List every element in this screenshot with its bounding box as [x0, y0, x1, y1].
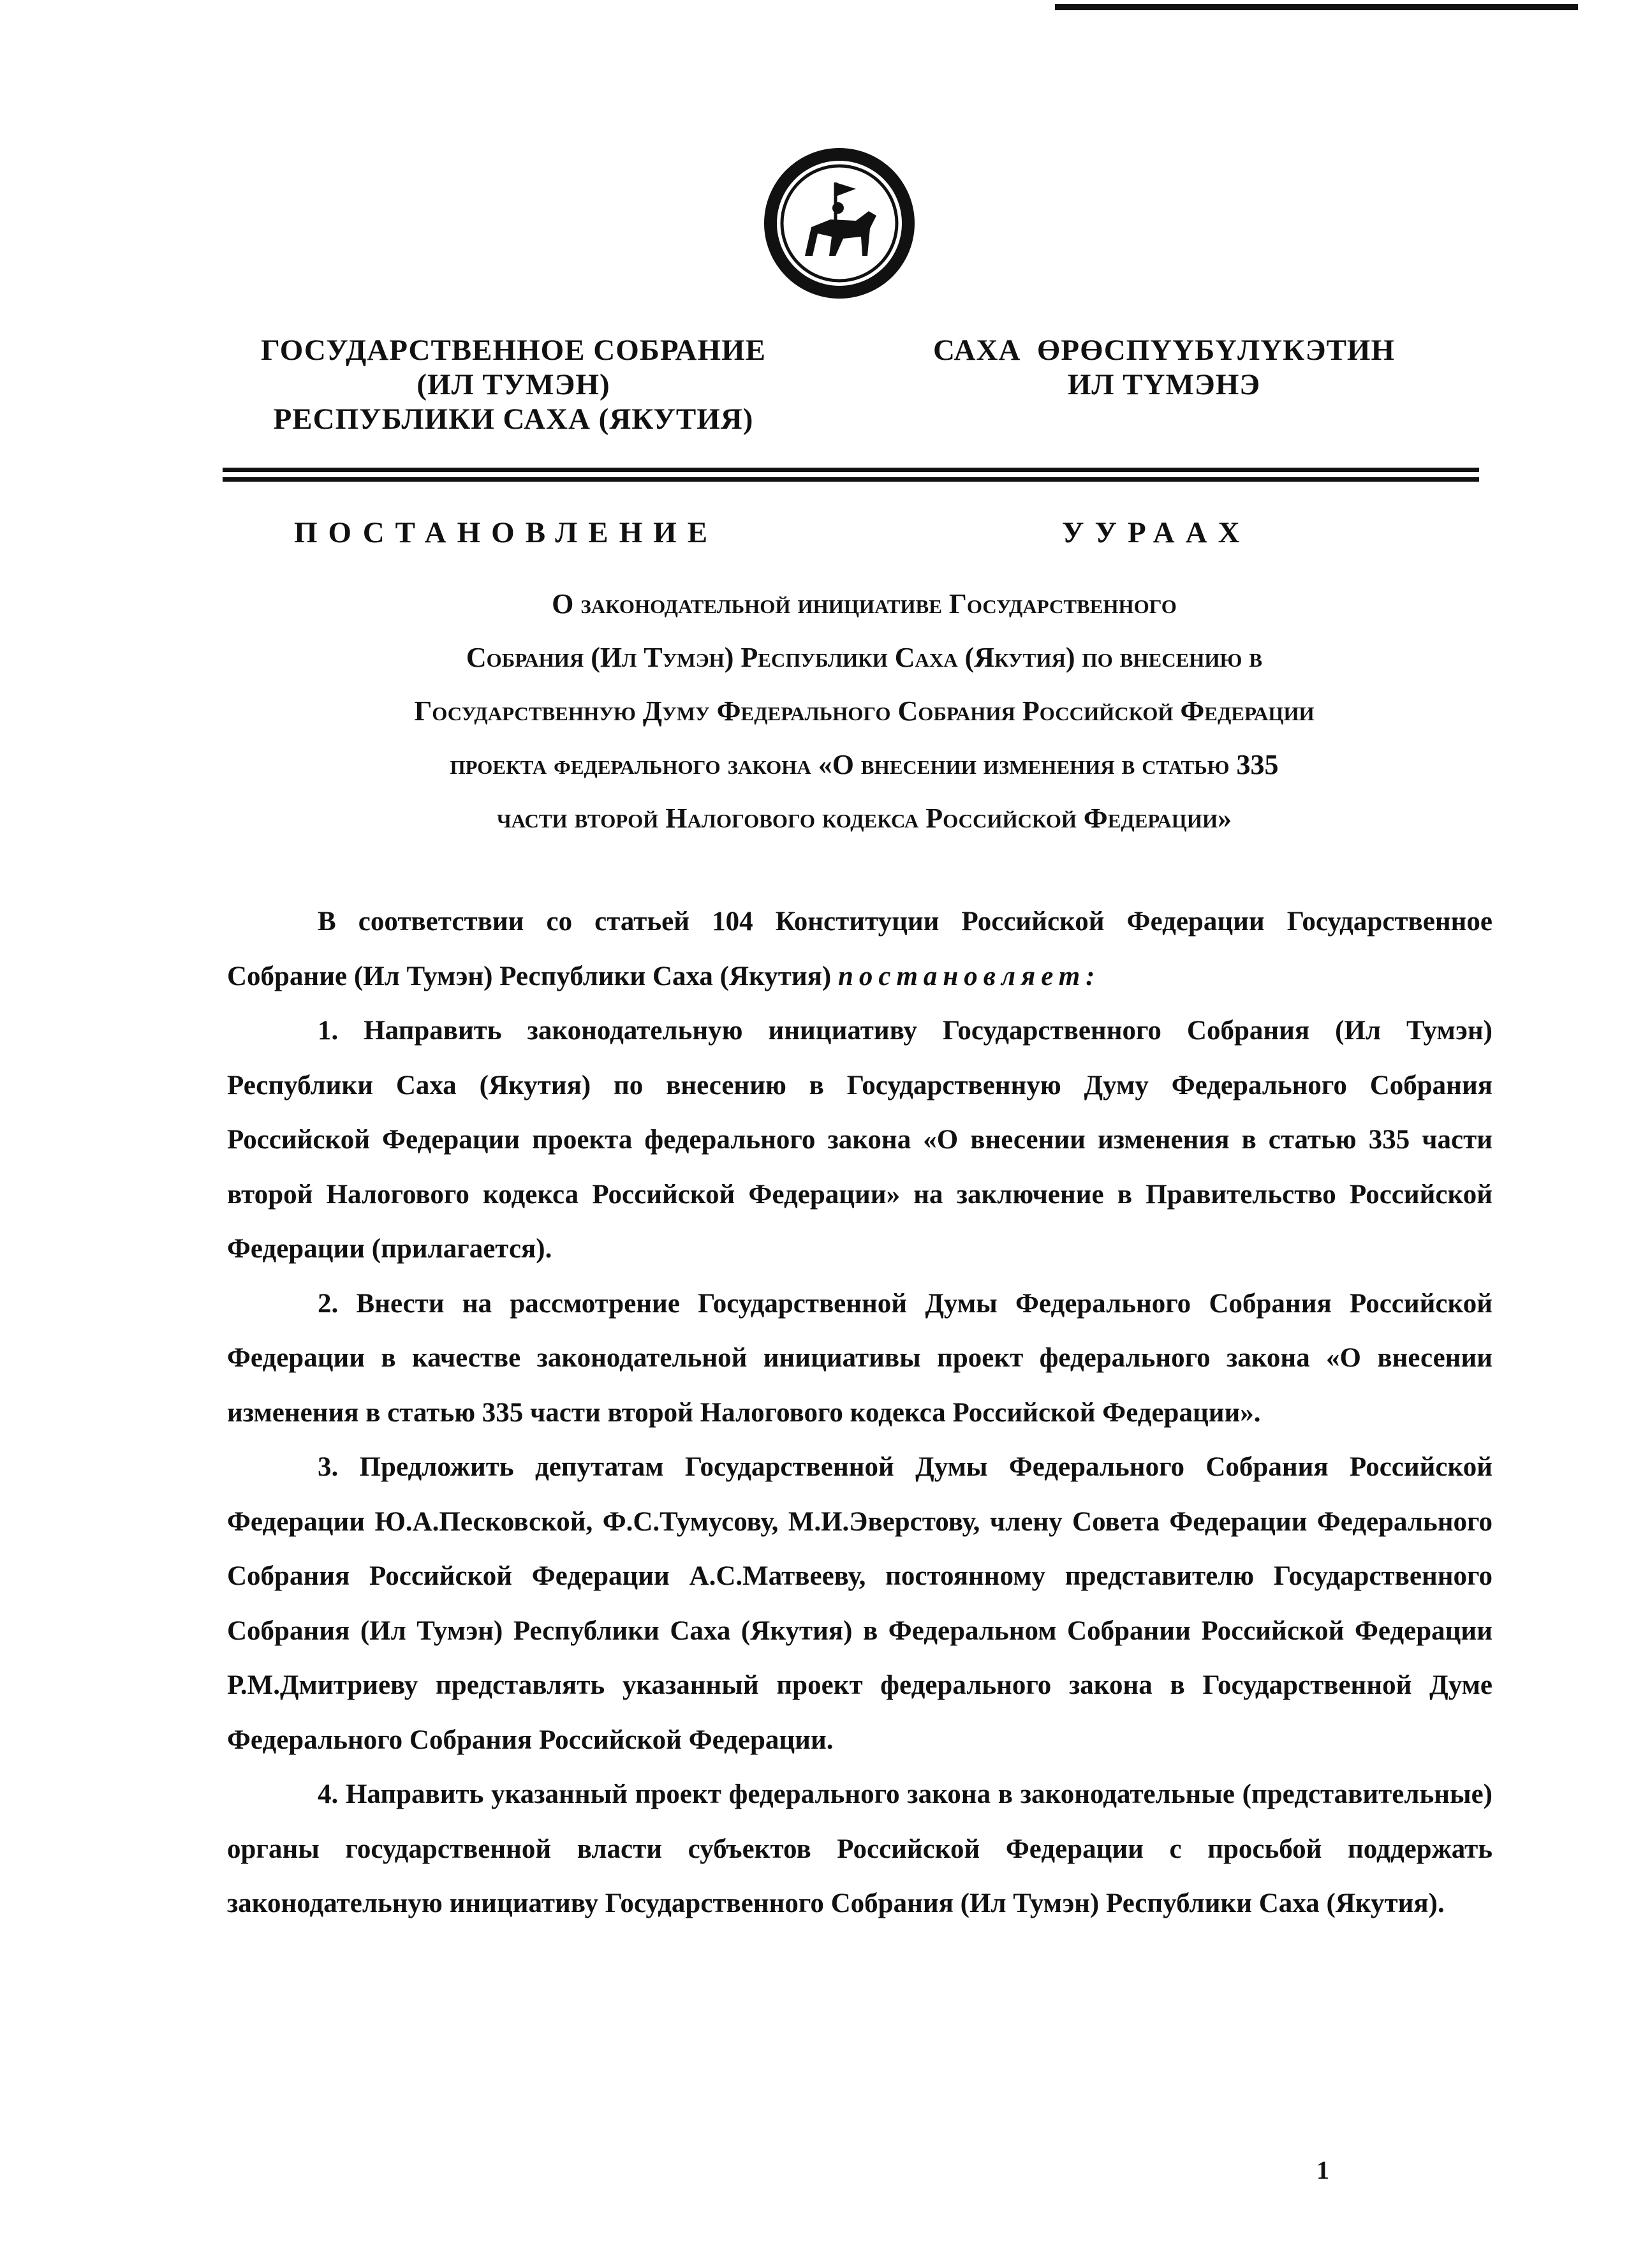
item-paragraph-2: 2. Внести на рассмотрение Государственной Думы Федерального Собрания Российской Федерации в качестве законодательной инициативы проект федерального закона «О внесении изменения в статью 335 части второй Налогового кодекса Российской Федерации».	[227, 1288, 1492, 1428]
title-line: Собрания (Ил Тумэн) Республики Саха (Якутия) по внесению в	[466, 642, 1263, 673]
header-left-russian	[226, 333, 800, 436]
header-divider-bottom	[223, 477, 1479, 482]
preamble-emphasis: постановляет:	[837, 961, 1101, 991]
document-title	[223, 577, 1505, 845]
header-divider-top	[223, 468, 1479, 472]
doc-type-sakha: УУРААХ	[1062, 516, 1251, 549]
item-paragraph-1: 1. Направить законодательную инициативу Государственного Собрания (Ил Тумэн) Республики Саха (Якутия) по внесению в Государственную Думу Федерального Собрания Российской Федерации проекта федерального закона «О внесении изменения в статью 335 части второй Налогового кодекса Российской Федерации» на заключение в Правительство Российской Федерации (прилагается).	[227, 1016, 1492, 1264]
title-line: части второй Налогового кодекса Российской Федерации»	[496, 803, 1232, 834]
header-left-line: (ИЛ ТУМЭН)	[416, 368, 610, 401]
page-number: 1	[1316, 2156, 1329, 2184]
item-paragraph-4: 4. Направить указанный проект федерального закона в законодательные (представительные) органы государственной власти субъектов Российской Федерации с просьбой поддержать законодательную инициативу Государственного Собрания (Ил Тумэн) Республики Саха (Якутия).	[227, 1779, 1492, 1918]
header-right-line: САХА ӨРӨСПҮҮБҮЛҮКЭТИН	[932, 334, 1396, 367]
header-right-line: ИЛ ТҮМЭНЭ	[1067, 368, 1261, 401]
header-left-line: РЕСПУБЛИКИ САХА (ЯКУТИЯ)	[273, 403, 754, 436]
scan-edge-line	[1055, 4, 1578, 10]
document-body	[227, 894, 1492, 1931]
title-line: Государственную Думу Федерального Собрания Российской Федерации	[414, 695, 1315, 727]
header-right-sakha	[880, 333, 1448, 402]
preamble-paragraph	[227, 894, 1492, 1004]
coat-of-arms-emblem	[760, 144, 918, 302]
preamble-text: В соответствии со статьей 104 Конституции Российской Федерации Государственное Собрание (Ил Тумэн) Республики Саха (Якутия)	[227, 907, 1492, 991]
doc-type-russian: ПОСТАНОВЛЕНИЕ	[294, 516, 719, 549]
title-line: О законодательной инициативе Государственного	[552, 588, 1177, 619]
item-paragraph-3: 3. Предложить депутатам Государственной Думы Федерального Собрания Российской Федерации Ю.А.Песковской, Ф.С.Тумусову, М.И.Эверстову, члену Совета Федерации Федерального Собрания Российской Федерации А.С.Матвееву, постоянному представителю Государственного Собрания (Ил Тумэн) Республики Саха (Якутия) в Федеральном Собрании Российской Федерации Р.М.Дмитриеву представлять указанный проект федерального закона в Государственной Думе Федерального Собрания Российской Федерации.	[227, 1452, 1492, 1755]
title-line: проекта федерального закона «О внесении изменения в статью 335	[450, 749, 1279, 780]
header-left-line: ГОСУДАРСТВЕННОЕ СОБРАНИЕ	[261, 334, 766, 367]
